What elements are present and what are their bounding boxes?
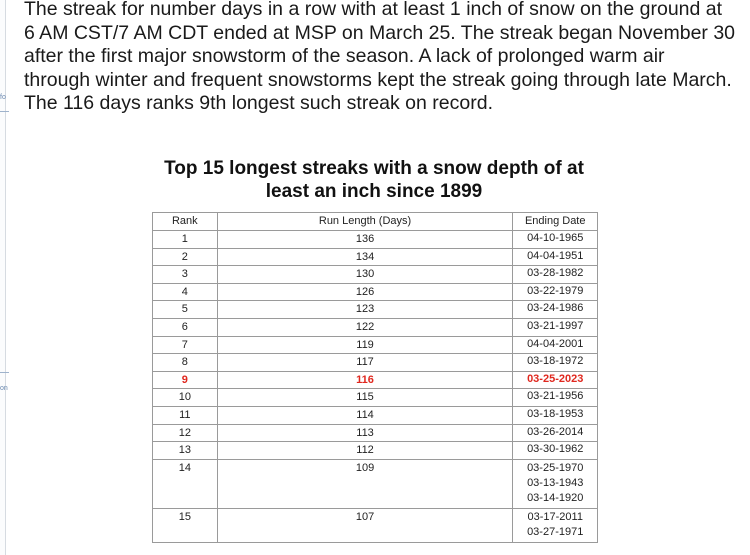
run-length-cell: 130 xyxy=(217,266,513,284)
header-ending-date: Ending Date xyxy=(513,213,598,231)
ending-date: 03-22-1979 xyxy=(527,284,584,297)
rank-cell: 13 xyxy=(153,442,218,460)
table-row xyxy=(153,389,598,407)
header-run-length: Run Length (Days) xyxy=(217,213,513,231)
run-length-cell: 115 xyxy=(217,389,513,407)
ending-date-cell xyxy=(513,231,598,249)
rank-cell: 5 xyxy=(153,301,218,319)
table-row xyxy=(153,508,598,542)
table-body xyxy=(153,231,598,543)
ending-date-cell xyxy=(513,459,598,508)
ending-date: 03-18-1953 xyxy=(527,407,584,420)
ending-date-cell xyxy=(513,248,598,266)
ending-date-cell xyxy=(513,266,598,284)
run-length-cell: 107 xyxy=(217,508,513,542)
rank-cell: 6 xyxy=(153,318,218,336)
ending-date: 03-28-1982 xyxy=(527,267,584,280)
ending-date: 03-30-1962 xyxy=(527,443,584,456)
ending-date: 03-25-1970 xyxy=(527,461,584,474)
table-row xyxy=(153,354,598,372)
ending-date-cell xyxy=(513,354,598,372)
rank-cell: 15 xyxy=(153,508,218,542)
run-length-cell: 113 xyxy=(217,424,513,442)
ending-date: 03-17-2011 xyxy=(527,510,583,523)
ending-date: 03-21-1956 xyxy=(527,390,584,403)
cropped-sidebar-text: fo xyxy=(0,94,6,101)
table-row xyxy=(153,424,598,442)
table-row xyxy=(153,336,598,354)
table-row xyxy=(153,371,598,389)
cropped-sidebar-divider xyxy=(0,111,9,112)
table-row xyxy=(153,318,598,336)
ending-date-cell xyxy=(513,424,598,442)
ending-date: 03-13-1943 xyxy=(527,476,584,489)
run-length-cell: 136 xyxy=(217,231,513,249)
rank-cell: 4 xyxy=(153,283,218,301)
header-rank: Rank xyxy=(153,213,218,231)
ending-date: 04-04-2001 xyxy=(527,337,584,350)
rank-cell: 9 xyxy=(153,371,218,389)
run-length-cell: 117 xyxy=(217,354,513,372)
intro-paragraph: The streak for number days in a row with at least 1 inch of snow on the ground at 6 AM CST/7 AM CDT ended at MSP on March 25. The streak began November 30 after the first major snowstorm of the season. A lack of prolonged warm air through winter and frequent snowstorms kept the streak going through late March. The 116 days ranks 9th longest such streak on record. xyxy=(24,0,736,114)
rank-cell: 11 xyxy=(153,406,218,424)
ending-date-cell xyxy=(513,336,598,354)
ending-date: 03-26-2014 xyxy=(527,425,584,438)
ending-date: 03-25-2023 xyxy=(527,372,584,385)
ending-date-cell xyxy=(513,301,598,319)
run-length-cell: 112 xyxy=(217,442,513,460)
run-length-cell: 119 xyxy=(217,336,513,354)
left-panel-edge xyxy=(0,0,6,555)
run-length-cell: 116 xyxy=(217,371,513,389)
ending-date-cell xyxy=(513,406,598,424)
run-length-cell: 122 xyxy=(217,318,513,336)
table-row xyxy=(153,283,598,301)
ending-date: 04-04-1951 xyxy=(527,249,584,262)
ending-date: 03-21-1997 xyxy=(527,319,584,332)
ending-date-cell xyxy=(513,389,598,407)
ending-date: 03-27-1971 xyxy=(527,525,584,538)
ending-date: 04-10-1965 xyxy=(527,232,584,244)
ending-date-cell xyxy=(513,318,598,336)
cropped-sidebar-divider xyxy=(0,372,9,373)
rank-cell: 3 xyxy=(153,266,218,284)
ending-date: 03-24-1986 xyxy=(527,302,584,315)
rank-cell: 2 xyxy=(153,248,218,266)
rank-cell: 14 xyxy=(153,459,218,508)
rank-cell: 12 xyxy=(153,424,218,442)
rank-cell: 10 xyxy=(153,389,218,407)
ending-date: 03-14-1920 xyxy=(527,491,584,504)
ending-date: 03-18-1972 xyxy=(527,355,584,368)
ending-date-cell xyxy=(513,508,598,542)
rank-cell: 1 xyxy=(153,231,218,249)
ending-date-cell xyxy=(513,371,598,389)
run-length-cell: 134 xyxy=(217,248,513,266)
run-length-cell: 114 xyxy=(217,406,513,424)
table-row xyxy=(153,406,598,424)
table-row xyxy=(153,231,598,249)
table-row xyxy=(153,266,598,284)
rank-cell: 7 xyxy=(153,336,218,354)
table-row xyxy=(153,248,598,266)
table-header-row xyxy=(153,213,598,231)
table-row xyxy=(153,301,598,319)
cropped-sidebar-text: on xyxy=(0,385,8,392)
table-row xyxy=(153,459,598,508)
rank-cell: 8 xyxy=(153,354,218,372)
ending-date-cell xyxy=(513,283,598,301)
snow-streak-table xyxy=(152,212,598,543)
ending-date-cell xyxy=(513,442,598,460)
table-row xyxy=(153,442,598,460)
table-caption: Top 15 longest streaks with a snow depth of at least an inch since 1899 xyxy=(164,158,584,202)
run-length-cell: 126 xyxy=(217,283,513,301)
run-length-cell: 109 xyxy=(217,459,513,508)
run-length-cell: 123 xyxy=(217,301,513,319)
